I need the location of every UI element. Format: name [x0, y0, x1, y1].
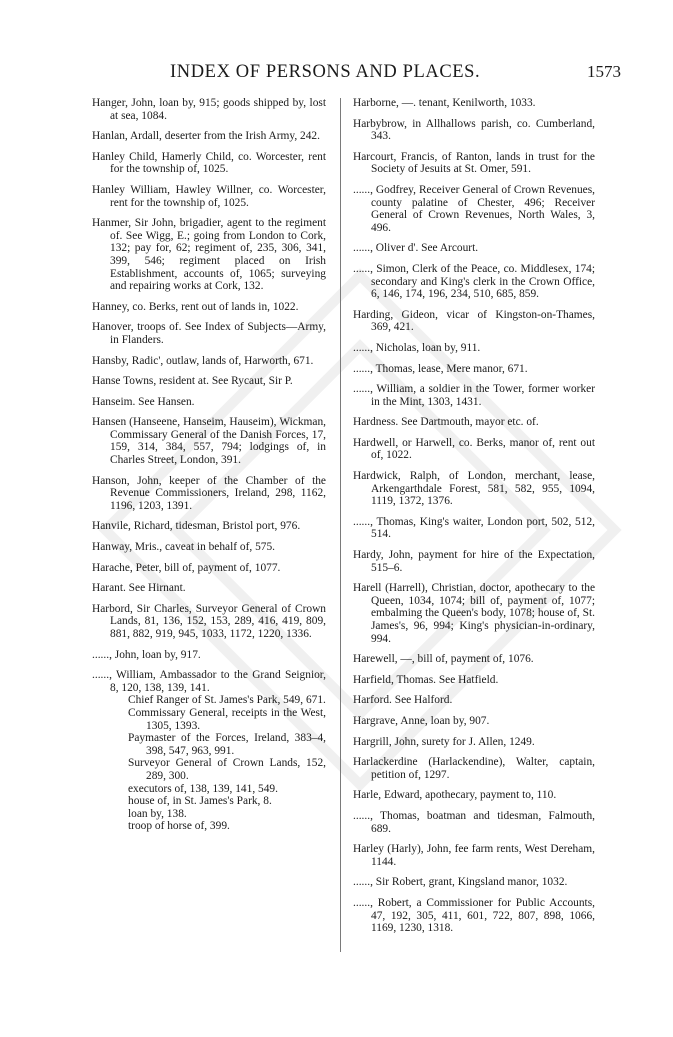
index-entry: Harant. See Hirnant. — [92, 582, 186, 595]
index-entry: Harell (Harrell), Christian, doctor, apothecary to the Queen, 1034, 1074; bill of, payment of, 1077; embalming the Queen's body, 1078; house of, St. James's, 96, 994; King's physician-in-ordinary, 994. — [353, 582, 595, 645]
index-entry: Hanlan, Ardall, deserter from the Irish Army, 242. — [92, 130, 320, 143]
index-column-right — [353, 97, 595, 943]
page-title: INDEX OF PERSONS AND PLACES. — [170, 62, 481, 82]
column-divider — [340, 98, 341, 952]
index-entry: Harford. See Halford. — [353, 694, 453, 707]
index-entry: Hardwell, or Harwell, co. Berks, manor of, rent out of, 1022. — [353, 436, 595, 462]
index-subentry: troop of horse of, 399. — [128, 820, 230, 833]
index-entry: ......, Sir Robert, grant, Kingsland manor, 1032. — [353, 876, 568, 889]
index-entry: Hansby, Radic', outlaw, lands of, Harworth, 671. — [92, 354, 314, 367]
index-entry: Hardwick, Ralph, of London, merchant, lease, Arkengarthdale Forest, 581, 582, 955, 1094, 1119, 1372, 1376. — [353, 470, 595, 508]
index-entry: ......, Thomas, boatman and tidesman, Falmouth, 689. — [353, 809, 595, 835]
index-entry: ......, Nicholas, loan by, 911. — [353, 341, 481, 354]
index-entry: Harley (Harly), John, fee farm rents, West Dereham, 1144. — [353, 843, 595, 868]
index-entry: Hardness. See Dartmouth, mayor etc. of. — [353, 416, 539, 429]
index-entry: Hanney, co. Berks, rent out of lands in, 1022. — [92, 300, 299, 313]
index-subentry: Chief Ranger of St. James's Park, 549, 671. — [128, 694, 326, 707]
index-entry: Hargrill, John, surety for J. Allen, 1249. — [353, 735, 535, 748]
index-entry: ......, Simon, Clerk of the Peace, co. Middlesex, 174; secondary and King's clerk in the Crown Office, 6, 146, 174, 196, 234, 510, 685, 859. — [353, 262, 595, 301]
index-entry: Hanger, John, loan by, 915; goods shipped by, lost at sea, 1084. — [92, 97, 326, 122]
index-entry: Harle, Edward, apothecary, payment to, 110. — [353, 789, 557, 802]
index-entry: Harache, Peter, bill of, payment of, 1077. — [92, 561, 281, 574]
index-entry: Hanway, Mris., caveat in behalf of, 575. — [92, 541, 276, 554]
index-subentry: executors of, 138, 139, 141, 549. — [128, 782, 278, 795]
index-entry: Harding, Gideon, vicar of Kingston-on-Thames, 369, 421. — [353, 308, 595, 334]
index-subentry: Surveyor General of Crown Lands, 152, 289, 300. — [128, 757, 326, 782]
page-number: 1573 — [587, 62, 621, 81]
index-entry: Hanseim. See Hansen. — [92, 395, 195, 408]
index-entry: Hanover, troops of. See Index of Subjects—Army, in Flanders. — [92, 321, 326, 346]
index-entry: Hargrave, Anne, loan by, 907. — [353, 714, 490, 727]
index-entry: Harbybrow, in Allhallows parish, co. Cumberland, 343. — [353, 117, 595, 143]
index-subentry: loan by, 138. — [128, 807, 187, 820]
index-entry: ......, William, Ambassador to the Grand Seignior, 8, 120, 138, 139, 141. — [92, 669, 326, 694]
index-entry: Hanvile, Richard, tidesman, Bristol port, 976. — [92, 520, 301, 533]
index-entry: Harbord, Sir Charles, Surveyor General of Crown Lands, 81, 136, 152, 153, 289, 416, 419, 809, 881, 882, 919, 945, 1033, 1172, 1220, 1336. — [92, 602, 326, 640]
index-subentry: Paymaster of the Forces, Ireland, 383–4, 398, 547, 963, 991. — [128, 732, 326, 757]
index-entry: ......, Thomas, King's waiter, London port, 502, 512, 514. — [353, 515, 595, 541]
index-entry: Hardy, John, payment for hire of the Expectation, 515–6. — [353, 549, 595, 574]
index-entry: Harewell, —, bill of, payment of, 1076. — [353, 653, 534, 666]
index-entry: Harfield, Thomas. See Hatfield. — [353, 673, 499, 686]
index-subentry: house of, in St. James's Park, 8. — [128, 795, 272, 808]
index-entry: ......, Godfrey, Receiver General of Crown Revenues, county palatine of Chester, 496; Receiver General of Crown Revenues, North Wales, 3, 496. — [353, 183, 595, 234]
index-entry: ......, William, a soldier in the Tower, former worker in the Mint, 1303, 1431. — [353, 383, 595, 408]
index-entry: Harcourt, Francis, of Ranton, lands in trust for the Society of Jesuits at St. Omer, 591. — [353, 150, 595, 176]
index-entry: ......, Oliver d'. See Arcourt. — [353, 242, 479, 255]
index-entry: ......, John, loan by, 917. — [92, 648, 201, 661]
page-header — [0, 62, 673, 90]
index-entry: Hanmer, Sir John, brigadier, agent to the regiment of. See Wigg, E.; going from London to Cork, 132; pay for, 62; regiment of, 235, 306, 341, 399, 546; regiment placed on Irish Establishment, accounts of, 1065; surveying and repairing works at Cork, 132. — [92, 217, 326, 293]
index-entry: Hansen (Hanseene, Hanseim, Hauseim), Wickman, Commissary General of the Danish Forces, 17, 159, 314, 384, 557, 794; lodgings of, in Charles Street, London, 391. — [92, 416, 326, 467]
index-entry: ......, Thomas, lease, Mere manor, 671. — [353, 362, 528, 375]
index-entry: Hanson, John, keeper of the Chamber of the Revenue Commissioners, Ireland, 298, 1162, 1196, 1203, 1391. — [92, 474, 326, 512]
index-entry: Harlackerdine (Harlackendine), Walter, captain, petition of, 1297. — [353, 756, 595, 781]
index-entry: Hanse Towns, resident at. See Rycaut, Sir P. — [92, 375, 293, 388]
index-entry: Hanley Child, Hamerly Child, co. Worcester, rent for the township of, 1025. — [92, 150, 326, 176]
index-subentry: Commissary General, receipts in the West, 1305, 1393. — [128, 706, 326, 732]
index-entry: Harborne, —. tenant, Kenilworth, 1033. — [353, 97, 536, 109]
index-column-left — [92, 97, 326, 841]
index-entry: ......, Robert, a Commissioner for Public Accounts, 47, 192, 305, 411, 601, 722, 807, 898, 1066, 1169, 1230, 1318. — [353, 896, 595, 935]
index-entry: Hanley William, Hawley Willner, co. Worcester, rent for the township of, 1025. — [92, 183, 326, 209]
